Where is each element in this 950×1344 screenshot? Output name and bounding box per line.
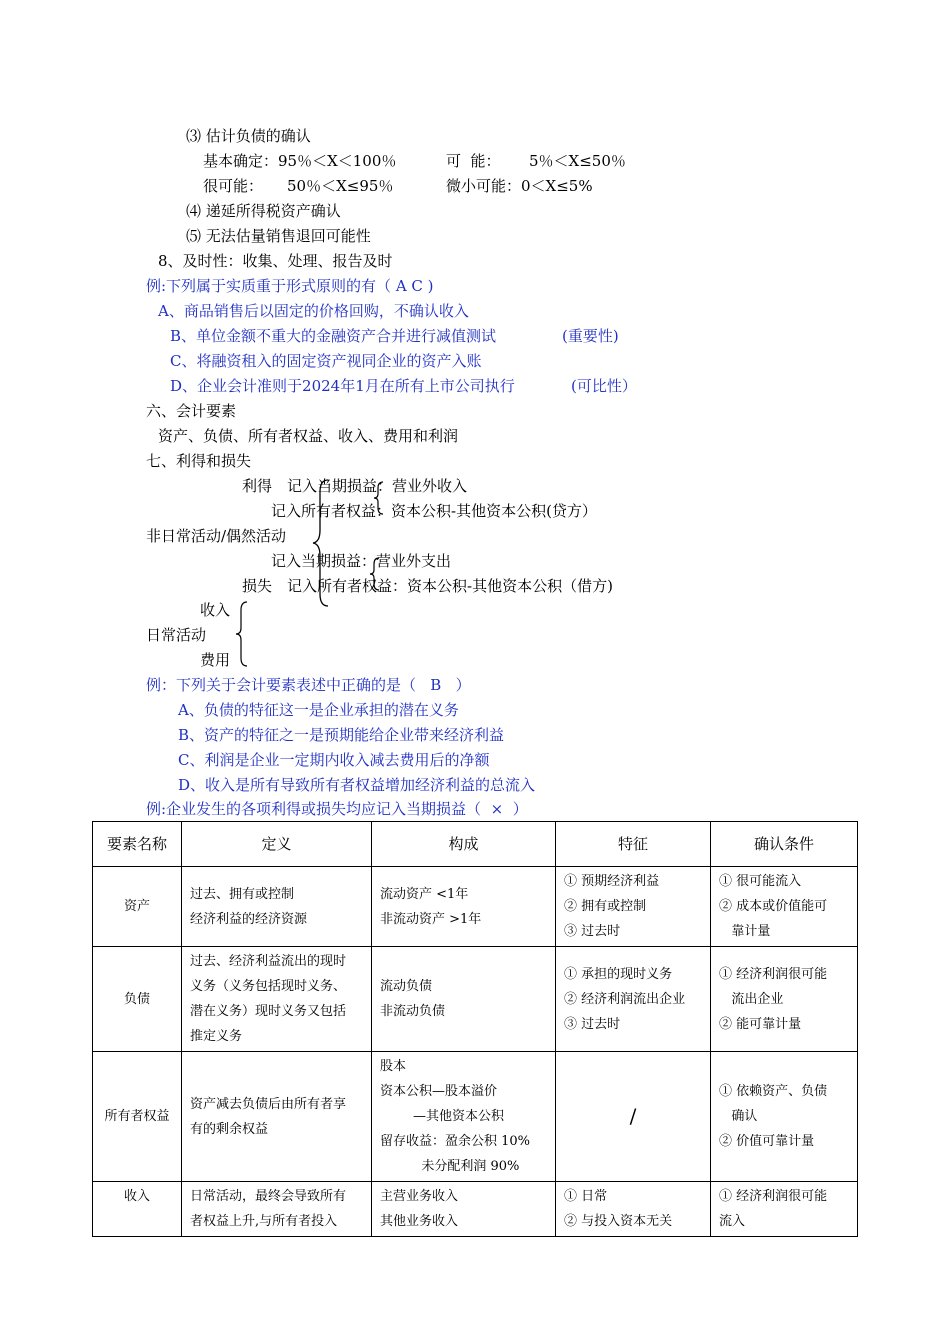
- row-asset-composition: 流动资产 <1年 非流动资产 >1年: [372, 867, 556, 947]
- row-liability-conditions: ① 经济利润很可能 流出企业 ② 能可靠计量: [711, 947, 858, 1052]
- routine-activity: 日常活动: [146, 626, 207, 644]
- row-asset-conditions: ① 很可能流入 ② 成本或价值能可 靠计量: [711, 867, 858, 947]
- header-element-name: 要素名称: [93, 822, 182, 867]
- row-equity-name: 所有者权益: [93, 1052, 182, 1182]
- table-row: [93, 1052, 858, 1182]
- example2-option-d: D、收入是所有导致所有者权益增加经济利益的总流入: [178, 776, 536, 794]
- probability-certain: 基本确定：95％＜X＜100％: [203, 152, 397, 170]
- table-row: [93, 1182, 858, 1237]
- large-brace-icon: [310, 478, 332, 608]
- row-equity-composition: 股本 资本公积—股本溢价 —其他资本公积 留存收益：盈余公积 10% 未分配利润 90%: [372, 1052, 556, 1182]
- row-revenue-definition: 日常活动，最终会导致所有 者权益上升,与所有者投入: [182, 1182, 372, 1237]
- row-revenue-conditions: ① 经济利润很可能 流入: [711, 1182, 858, 1237]
- row-equity-conditions: ① 依赖资产、负债 确认 ② 价值可靠计量: [711, 1052, 858, 1182]
- row-liability-name: 负债: [93, 947, 182, 1052]
- example1-option-a: A、商品销售后以固定的价格回购，不确认收入: [158, 302, 469, 320]
- row-equity-definition: 资产减去负债后由所有者享 有的剩余权益: [182, 1052, 372, 1182]
- routine-brace-icon: [234, 600, 250, 668]
- table-header-row: [93, 822, 858, 867]
- timeliness-item: 8、及时性：收集、处理、报告及时: [158, 252, 393, 270]
- section6-title: 六、会计要素: [146, 402, 237, 420]
- loss-label: 损失: [242, 577, 273, 595]
- section6-content: 资产、负债、所有者权益、收入、费用和利润: [158, 427, 459, 445]
- header-conditions: 确认条件: [711, 822, 858, 867]
- row-revenue-name: 收入: [93, 1182, 182, 1237]
- row-liability-composition: 流动负债 非流动负债: [372, 947, 556, 1052]
- row-liability-definition: 过去、经济利益流出的现时 义务（义务包括现时义务、 潜在义务）现时义务又包括 推定义务: [182, 947, 372, 1052]
- row-equity-features: /: [556, 1052, 711, 1182]
- probability-possible-range: 5％＜X≤50％: [529, 152, 626, 170]
- probability-likely-range: 50％＜X≤95％: [287, 177, 394, 195]
- example1-question: 例:下列属于实质重于形式原则的有（ A C ): [146, 277, 434, 295]
- gain-brace-icon: [372, 480, 386, 516]
- example2-option-b: B、资产的特征之一是预期能给企业带来经济利益: [178, 726, 505, 744]
- loss-profit-loss: 记入当期损益：营业外支出: [271, 552, 452, 570]
- row-asset-name: 资产: [93, 867, 182, 947]
- example2-option-c: C、利润是企业一定期内收入减去费用后的净额: [178, 751, 490, 769]
- gain-label: 利得: [242, 477, 273, 495]
- table-row: [93, 867, 858, 947]
- header-features: 特征: [556, 822, 711, 867]
- header-definition: 定义: [182, 822, 372, 867]
- probability-likely-label: 很可能：: [203, 177, 264, 195]
- example1-option-d-note: (可比性）: [571, 377, 637, 395]
- example3-question: 例:企业发生的各项利得或损失均应记入当期损益（ × ）: [146, 800, 528, 818]
- example2-option-a: A、负债的特征这一是企业承担的潜在义务: [178, 701, 459, 719]
- estimated-liability-heading: ⑶ 估计负债的确认: [186, 127, 311, 145]
- nonroutine-activity: 非日常活动/偶然活动: [146, 527, 287, 545]
- revenue-label: 收入: [200, 601, 231, 619]
- example1-option-d: D、企业会计准则于2024年1月在所有上市公司执行: [170, 377, 515, 395]
- example1-option-b-note: (重要性): [562, 327, 619, 345]
- probability-possible-label: 可 能：: [446, 152, 501, 170]
- loss-brace-icon: [368, 556, 382, 592]
- deferred-tax-item: ⑷ 递延所得税资产确认: [186, 202, 341, 220]
- row-asset-features: ① 预期经济利益 ② 拥有或控制 ③ 过去时: [556, 867, 711, 947]
- probability-remote: 微小可能：0＜X≤5%: [446, 177, 593, 195]
- table-row: [93, 947, 858, 1052]
- section7-title: 七、利得和损失: [146, 452, 252, 470]
- accounting-elements-table: [92, 821, 858, 1237]
- expense-label: 费用: [200, 651, 231, 669]
- sales-return-item: ⑸ 无法估量销售退回可能性: [186, 227, 371, 245]
- row-revenue-features: ① 日常 ② 与投入资本无关: [556, 1182, 711, 1237]
- gain-equity: 记入所有者权益：资本公积-其他资本公积(贷方）: [271, 502, 597, 520]
- example1-option-c: C、将融资租入的固定资产视同企业的资产入账: [170, 352, 482, 370]
- gain-profit-loss: 记入当期损益：营业外收入: [287, 477, 468, 495]
- row-liability-features: ① 承担的现时义务 ② 经济利润流出企业 ③ 过去时: [556, 947, 711, 1052]
- row-revenue-composition: 主营业务收入 其他业务收入: [372, 1182, 556, 1237]
- example2-question: 例：下列关于会计要素表述中正确的是（ B ）: [146, 676, 471, 694]
- example1-option-b: B、单位金额不重大的金融资产合并进行减值测试: [170, 327, 497, 345]
- row-asset-definition: 过去、拥有或控制 经济利益的经济资源: [182, 867, 372, 947]
- loss-equity: 记入所有者权益：资本公积-其他资本公积（借方): [287, 577, 613, 595]
- header-composition: 构成: [372, 822, 556, 867]
